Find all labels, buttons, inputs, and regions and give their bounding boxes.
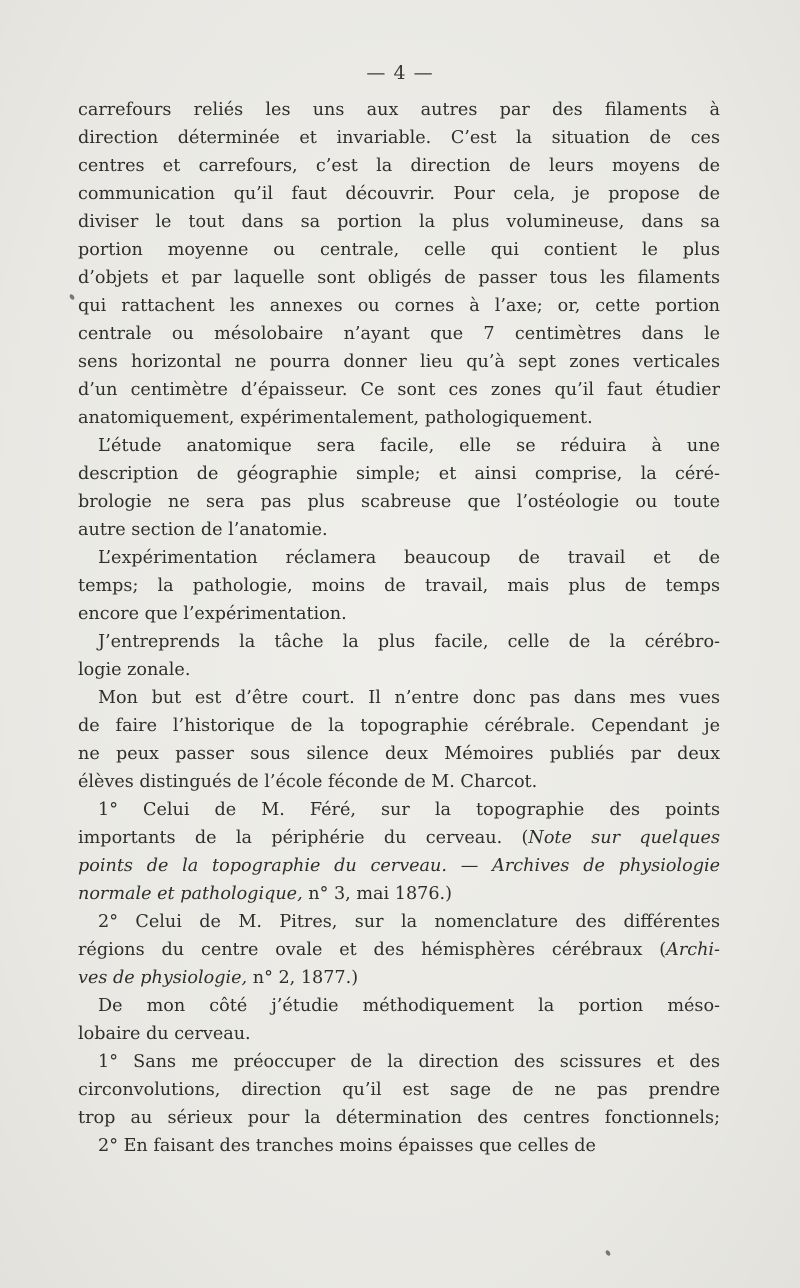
- text-line: [78, 740, 720, 768]
- text-line: [78, 824, 720, 852]
- line-text: centres et carrefours, c’est la direction de leurs moyens de: [78, 156, 720, 176]
- line-text: brologie ne sera pas plus scabreuse que l’ostéologie ou toute: [78, 492, 720, 512]
- ink-speck: [605, 1249, 612, 1256]
- text-line: [78, 1104, 720, 1132]
- text-line: [78, 572, 720, 600]
- text-line: [78, 348, 720, 376]
- line-text: J’entreprends la tâche la plus facile, celle de la cérébro-: [98, 632, 720, 652]
- line-text: d’objets et par laquelle sont obligés de passer tous les filaments: [78, 268, 720, 288]
- text-line: [78, 208, 720, 236]
- page-number: — 4 —: [366, 62, 434, 84]
- line-text: 1° Celui de M. Féré, sur la topographie des points: [98, 800, 720, 820]
- citation-title: normale et pathologique,: [78, 884, 303, 904]
- text-line: [78, 292, 720, 320]
- text-line: [78, 852, 720, 880]
- text-line: [78, 1020, 720, 1048]
- line-text: L’expérimentation réclamera beaucoup de travail et de: [98, 548, 720, 568]
- text-line: [78, 376, 720, 404]
- line-text: 2° Celui de M. Pitres, sur la nomenclature des différentes: [98, 912, 720, 932]
- text-line: [78, 544, 720, 572]
- text-line: [78, 796, 720, 824]
- text-line: [78, 908, 720, 936]
- line-text: diviser le tout dans sa portion la plus volumineuse, dans sa: [78, 212, 720, 232]
- line-text: description de géographie simple; et ainsi comprise, la céré-: [78, 464, 720, 484]
- citation-details: n° 3, mai 1876.): [302, 884, 452, 904]
- text-line: [78, 992, 720, 1020]
- text-line: [78, 712, 720, 740]
- citation-details: n° 2, 1877.): [247, 968, 359, 988]
- text-line: [78, 656, 720, 684]
- line-text: encore que l’expérimentation.: [78, 604, 347, 624]
- line-text: Mon but est d’être court. Il n’entre donc pas dans mes vues: [98, 688, 720, 708]
- text-line: [78, 768, 720, 796]
- text-line: [78, 1076, 720, 1104]
- text-line: [78, 152, 720, 180]
- text-line: [78, 124, 720, 152]
- text-line: [78, 628, 720, 656]
- citation-title: points de la topographie du cerveau. — Archives de physiologie: [78, 856, 720, 876]
- text-line: [78, 1132, 720, 1160]
- line-text: de faire l’historique de la topographie cérébrale. Cependant je: [78, 716, 720, 736]
- text-line: [78, 320, 720, 348]
- text-line: [78, 460, 720, 488]
- line-text: d’un centimètre d’épaisseur. Ce sont ces zones qu’il faut étudier: [78, 380, 720, 400]
- line-text: importants de la périphérie du cerveau. (: [78, 828, 529, 848]
- line-text: temps; la pathologie, moins de travail, mais plus de temps: [78, 576, 720, 596]
- text-line: [78, 516, 720, 544]
- text-line: [78, 404, 720, 432]
- line-text: L’étude anatomique sera facile, elle se réduira à une: [98, 436, 720, 456]
- line-text: autre section de l’anatomie.: [78, 520, 328, 540]
- line-text: 1° Sans me préoccuper de la direction des scissures et des: [98, 1052, 720, 1072]
- line-text: circonvolutions, direction qu’il est sage de ne pas prendre: [78, 1080, 720, 1100]
- text-line: [78, 936, 720, 964]
- line-text: trop au sérieux pour la détermination des centres fonctionnels;: [78, 1108, 720, 1128]
- line-text: ne peux passer sous silence deux Mémoires publiés par deux: [78, 744, 720, 764]
- text-line: [78, 264, 720, 292]
- line-text: centrale ou mésolobaire n’ayant que 7 centimètres dans le: [78, 324, 720, 344]
- citation-title: Note sur quelques: [528, 828, 720, 848]
- line-text: direction déterminée et invariable. C’est la situation de ces: [78, 128, 720, 148]
- line-text: carrefours reliés les uns aux autres par des filaments à: [78, 100, 720, 120]
- text-line: [78, 236, 720, 264]
- text-line: [78, 964, 720, 992]
- citation-title: Archi-: [666, 940, 720, 960]
- line-text: communication qu’il faut découvrir. Pour cela, je propose de: [78, 184, 720, 204]
- line-text: anatomiquement, expérimentalement, pathologiquement.: [78, 408, 593, 428]
- text-line: [78, 880, 720, 908]
- text-line: [78, 96, 720, 124]
- ink-speck: [69, 293, 76, 300]
- line-text: lobaire du cerveau.: [78, 1024, 251, 1044]
- text-line: [78, 432, 720, 460]
- line-text: sens horizontal ne pourra donner lieu qu’à sept zones verticales: [78, 352, 720, 372]
- text-line: [78, 684, 720, 712]
- line-text: régions du centre ovale et des hémisphères cérébraux (: [78, 940, 667, 960]
- citation-title: ves de physiologie,: [78, 968, 248, 988]
- body-text: [78, 96, 720, 1160]
- text-line: [78, 180, 720, 208]
- line-text: De mon côté j’étudie méthodiquement la portion méso-: [98, 996, 720, 1016]
- line-text: qui rattachent les annexes ou cornes à l’axe; or, cette portion: [78, 296, 720, 316]
- line-text: portion moyenne ou centrale, celle qui contient le plus: [78, 240, 720, 260]
- line-text: logie zonale.: [78, 660, 191, 680]
- text-line: [78, 488, 720, 516]
- text-line: [78, 1048, 720, 1076]
- text-line: [78, 600, 720, 628]
- line-text: élèves distingués de l’école féconde de M. Charcot.: [78, 772, 538, 792]
- line-text: 2° En faisant des tranches moins épaisses que celles de: [98, 1136, 596, 1156]
